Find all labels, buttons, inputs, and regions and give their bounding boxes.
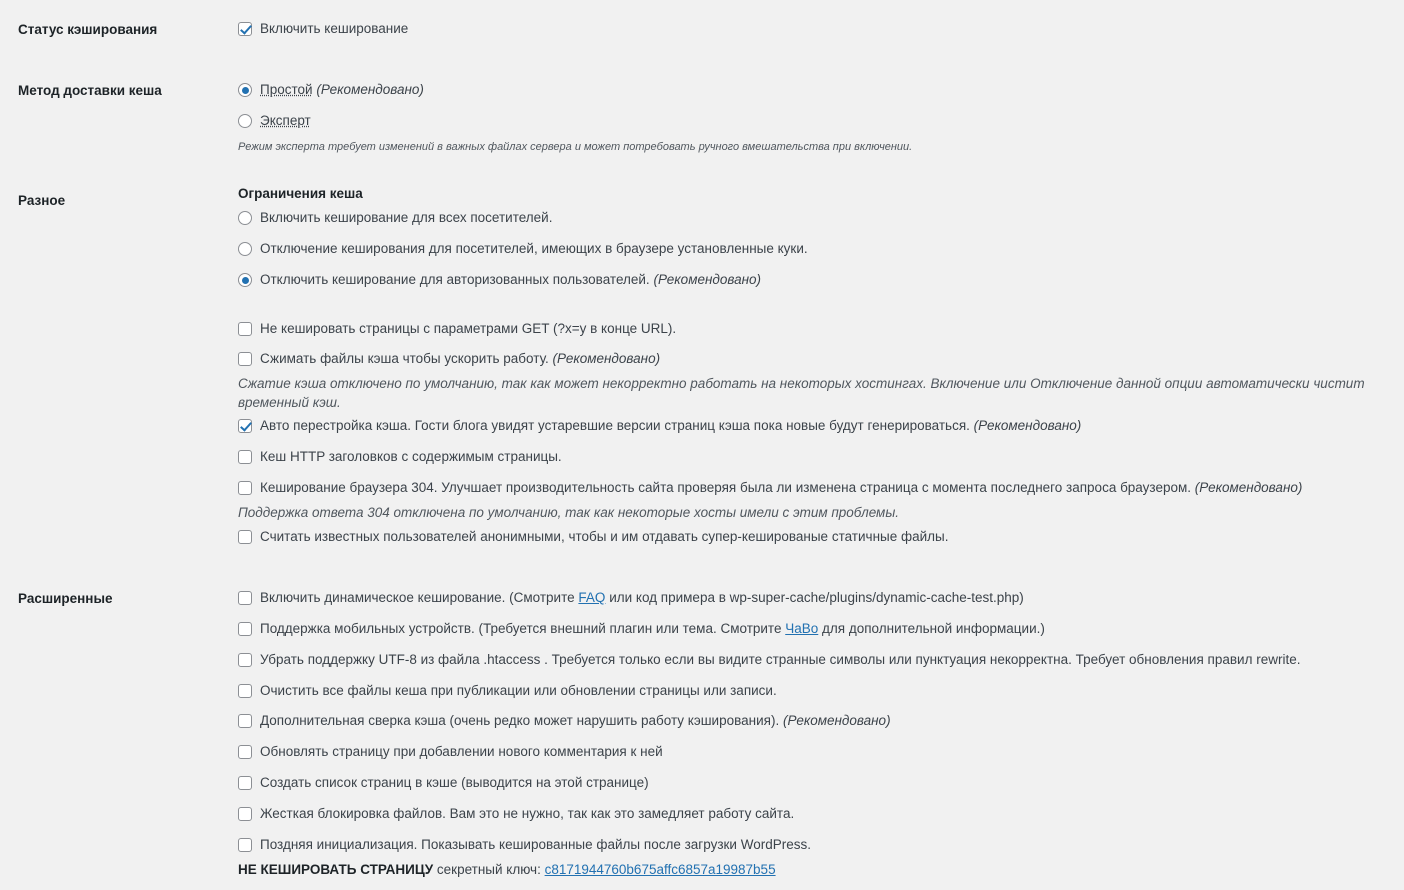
method-simple-label: Простой xyxy=(260,82,313,97)
enable-caching-option[interactable] xyxy=(238,20,408,38)
section-label-misc: Разное xyxy=(18,193,66,208)
hard-lock-label: Жесткая блокировка файлов. Вам это не нужно, так как это замедляет работу сайта. xyxy=(260,806,795,821)
chavo-link[interactable]: ЧаВо xyxy=(785,621,819,636)
dynamic-caching-option[interactable] xyxy=(238,589,1024,607)
extra-check-checkbox[interactable] xyxy=(238,714,252,728)
method-expert-label: Эксперт xyxy=(260,113,311,128)
utf8-option[interactable] xyxy=(238,651,1300,669)
secret-key-label: секретный ключ: xyxy=(436,862,541,877)
limit-all-option[interactable] xyxy=(238,209,552,227)
compress-label: Сжимать файлы кэша чтобы ускорить работу. xyxy=(260,351,549,366)
method-simple-option[interactable] xyxy=(238,81,424,99)
mobile-support-checkbox[interactable] xyxy=(238,622,252,636)
compress-option[interactable] xyxy=(238,350,660,368)
donotcache-label: НЕ КЕШИРОВАТЬ СТРАНИЦУ xyxy=(238,862,434,877)
faq-link[interactable]: FAQ xyxy=(578,590,606,605)
http-headers-checkbox[interactable] xyxy=(238,450,252,464)
secret-key-row xyxy=(238,861,776,879)
section-label-method: Метод доставки кеша xyxy=(18,83,162,98)
extra-check-label: Дополнительная сверка кэша (очень редко может нарушить работу кэширования). xyxy=(260,713,780,728)
limit-cookies-radio[interactable] xyxy=(238,242,252,256)
browser-304-description: Поддержка ответа 304 отключена по умолчанию, так как некоторые хосты имели с этим проблемы. xyxy=(238,505,899,520)
limit-logged-label: Отключить кеширование для авторизованных пользователей. xyxy=(260,272,650,287)
mobile-support-option[interactable] xyxy=(238,620,1045,638)
anonymous-option[interactable] xyxy=(238,528,948,546)
browser-304-label: Кеширование браузера 304. Улучшает производительность сайта проверяя была ли изменена страница с момента последнего запроса браузером. xyxy=(260,480,1192,495)
hard-lock-checkbox[interactable] xyxy=(238,807,252,821)
limit-cookies-label: Отключение кеширования для посетителей, имеющих в браузере установленные куки. xyxy=(260,241,808,256)
utf8-label: Убрать поддержку UTF-8 из файла .htaccess . Требуется только если вы видите странные символы или пунктуация некорректна. Требует обновления правил rewrite. xyxy=(260,652,1301,667)
auto-rebuild-note: (Рекомендовано) xyxy=(973,418,1082,433)
late-init-label: Поздняя инициализация. Показывать кешированные файлы после загрузки WordPress. xyxy=(260,837,811,852)
refresh-comment-checkbox[interactable] xyxy=(238,745,252,759)
dynamic-caching-label-post: или код примера в wp-super-cache/plugins/dynamic-cache-test.php) xyxy=(609,590,1024,605)
extra-check-note: (Рекомендовано) xyxy=(782,713,891,728)
method-expert-radio[interactable] xyxy=(238,114,252,128)
section-label-status: Статус кэширования xyxy=(18,22,158,37)
compress-checkbox[interactable] xyxy=(238,352,252,366)
auto-rebuild-label: Авто перестройка кэша. Гости блога увидят устаревшие версии страниц кэша пока новые будут генерироваться. xyxy=(260,418,970,433)
enable-caching-checkbox[interactable] xyxy=(238,22,252,36)
anonymous-checkbox[interactable] xyxy=(238,530,252,544)
http-headers-option[interactable] xyxy=(238,448,562,466)
limit-cookies-option[interactable] xyxy=(238,240,808,258)
limit-logged-note: (Рекомендовано) xyxy=(653,272,762,287)
browser-304-note: (Рекомендовано) xyxy=(1194,480,1303,495)
late-init-option[interactable] xyxy=(238,836,811,854)
extra-check-option[interactable] xyxy=(238,712,891,730)
clear-on-publish-label: Очистить все файлы кеша при публикации или обновлении страницы или записи. xyxy=(260,683,777,698)
limit-logged-option[interactable] xyxy=(238,271,761,289)
cache-limits-heading: Ограничения кеша xyxy=(238,186,363,201)
utf8-checkbox[interactable] xyxy=(238,653,252,667)
list-pages-checkbox[interactable] xyxy=(238,776,252,790)
limit-logged-radio[interactable] xyxy=(238,273,252,287)
get-params-label: Не кешировать страницы с параметрами GET (?x=y в конце URL). xyxy=(260,321,677,336)
auto-rebuild-option[interactable] xyxy=(238,417,1081,435)
auto-rebuild-checkbox[interactable] xyxy=(238,419,252,433)
get-params-option[interactable] xyxy=(238,320,676,338)
method-expert-description: Режим эксперта требует изменений в важных файлах сервера и может потребовать ручного вмешательства при включении. xyxy=(238,141,913,153)
compress-note: (Рекомендовано) xyxy=(552,351,661,366)
anonymous-label: Считать известных пользователей анонимными, чтобы и им отдавать супер-кешированые статичные файлы. xyxy=(260,529,949,544)
dynamic-caching-label-pre: Включить динамическое кеширование. (Смотрите xyxy=(260,590,575,605)
limit-all-label: Включить кеширование для всех посетителей. xyxy=(260,210,553,225)
browser-304-option[interactable] xyxy=(238,479,1302,497)
method-expert-option[interactable] xyxy=(238,112,311,130)
method-simple-radio[interactable] xyxy=(238,83,252,97)
refresh-comment-label: Обновлять страницу при добавлении нового комментария к ней xyxy=(260,744,663,759)
limit-all-radio[interactable] xyxy=(238,211,252,225)
compress-description-line2: временный кэш. xyxy=(238,395,341,410)
get-params-checkbox[interactable] xyxy=(238,322,252,336)
browser-304-checkbox[interactable] xyxy=(238,481,252,495)
compress-description-line1: Сжатие кэша отключено по умолчанию, так как может некорректно работать на некоторых хостингах. Включение или Отключение данной опции автоматически чистит xyxy=(238,376,1365,391)
clear-on-publish-checkbox[interactable] xyxy=(238,684,252,698)
secret-key-link[interactable]: c8171944760b675affc6857a19987b55 xyxy=(544,862,776,877)
refresh-comment-option[interactable] xyxy=(238,743,663,761)
mobile-support-label-pre: Поддержка мобильных устройств. (Требуется внешний плагин или тема. Смотрите xyxy=(260,621,782,636)
enable-caching-label: Включить кеширование xyxy=(260,21,409,36)
clear-on-publish-option[interactable] xyxy=(238,682,777,700)
list-pages-option[interactable] xyxy=(238,774,649,792)
dynamic-caching-checkbox[interactable] xyxy=(238,591,252,605)
hard-lock-option[interactable] xyxy=(238,805,794,823)
late-init-checkbox[interactable] xyxy=(238,838,252,852)
list-pages-label: Создать список страниц в кэше (выводится на этой странице) xyxy=(260,775,649,790)
section-label-advanced: Расширенные xyxy=(18,591,113,606)
http-headers-label: Кеш HTTP заголовков с содержимым страницы. xyxy=(260,449,562,464)
mobile-support-label-post: для дополнительной информации.) xyxy=(822,621,1045,636)
method-simple-note: (Рекомендовано) xyxy=(316,82,424,97)
